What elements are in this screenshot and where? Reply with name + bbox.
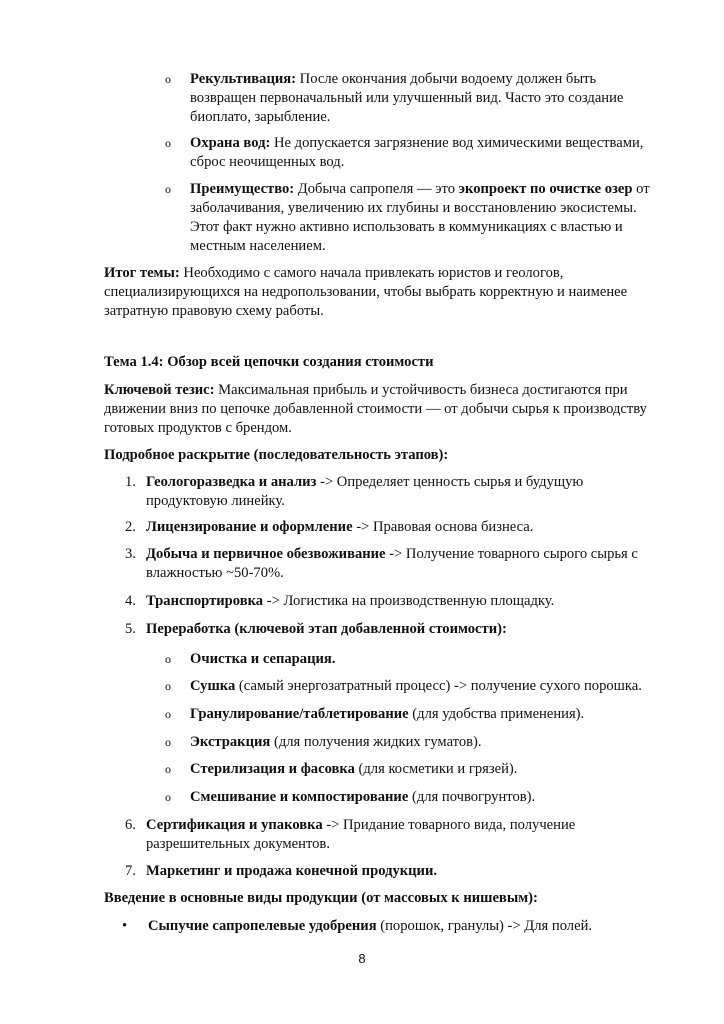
stage-title: Транспортировка [146,593,264,609]
topic-heading-text: Тема 1.4: Обзор всей цепочки создания стоимости [104,354,434,370]
stage-title: Маркетинг и продажа конечной продукции. [146,863,438,879]
stage-number: 7. [125,863,136,879]
thesis-title: Ключевой тезис: [104,382,215,398]
processing-text: (самый энергозатратный процесс) -> получение сухого порошка. [235,678,642,694]
stage-number: 5. [125,621,136,637]
stage-number: 1. [125,474,136,490]
processing-title: Смешивание и компостирование [190,789,409,805]
stage-title: Сертификация и упаковка [146,817,323,833]
bullet-dot-icon: • [122,918,128,934]
stage-number: 2. [125,519,136,535]
stage-title: Переработка (ключевой этап добавленной стоимости): [146,621,507,637]
stage-title: Геологоразведка и анализ [146,474,317,490]
product-text: (порошок, гранулы) -> Для полей. [376,918,593,934]
processing-title: Гранулирование/таблетирование [190,706,409,722]
processing-title: Очистка и сепарация. [190,651,336,667]
stage-item [125,620,656,639]
processing-item [165,705,660,724]
stage-text: -> Придание товарного вида, получение разрешительных документов. [146,817,576,852]
stage-title: Добыча и первичное обезвоживание [146,546,386,562]
stage-number: 4. [125,593,136,609]
summary-title: Итог темы: [104,265,180,281]
stage-text: -> Логистика на производственную площадку. [263,593,555,609]
detail-heading-text: Подробное раскрытие (последовательность этапов): [104,447,449,463]
stage-item [125,592,656,611]
processing-item [165,650,660,669]
item-title: Преимущество: [190,181,295,197]
processing-text: (для удобства применения). [408,706,585,722]
list-item-reclamation [165,70,660,127]
circle-bullet-icon: o [165,790,171,804]
circle-bullet-icon: o [165,72,171,86]
item-text: Не допускается загрязнение вод химическими веществами, сброс неочищенных вод. [190,135,644,170]
list-item-advantage [165,180,660,256]
processing-item [165,733,660,752]
item-emphasis: экопроект по очистке озер [458,181,633,197]
products-heading-text: Введение в основные виды продукции (от массовых к нишевым): [104,890,538,906]
item-text: После окончания добычи водоему должен быть возвращен первоначальный или улучшенный вид. Часто это создание биоплато, зарыбление. [190,71,624,125]
stage-title: Лицензирование и оформление [146,519,353,535]
circle-bullet-icon: o [165,182,171,196]
detail-heading [104,446,664,465]
stage-item [125,473,656,511]
list-item-water-protection [165,134,660,172]
topic-heading [104,353,664,372]
stage-text: -> Определяет ценность сырья и будущую продуктовую линейку. [146,474,584,509]
stage-item [125,816,656,854]
item-text: Добыча сапропеля — это [294,181,459,197]
circle-bullet-icon: o [165,679,171,693]
circle-bullet-icon: o [165,762,171,776]
circle-bullet-icon: o [165,136,171,150]
topic-summary [104,264,664,321]
stage-item [125,862,656,881]
processing-text: (для косметики и грязей). [354,761,518,777]
stage-text: -> Получение товарного сырого сырья с влажностью ~50-70%. [146,546,638,581]
item-text: от заболачивания, увеличению их глубины и восстановлению экосистемы. Этот факт нужно активно использовать в коммуникациях с властью и местным населением. [190,181,650,254]
product-item [122,917,658,936]
processing-item [165,760,660,779]
processing-title: Экстракция [190,734,271,750]
circle-bullet-icon: o [165,707,171,721]
thesis-text: Максимальная прибыль и устойчивость бизнеса достигаются при движении вниз по цепочке добавленной стоимости — от добычи сырья к производству готовых продуктов с брендом. [104,382,647,436]
key-thesis [104,381,664,438]
product-title: Сыпучие сапропелевые удобрения [148,918,377,934]
item-title: Охрана вод: [190,135,271,151]
stage-number: 3. [125,546,136,562]
item-title: Рекультивация: [190,71,297,87]
processing-title: Стерилизация и фасовка [190,761,355,777]
stage-item [125,545,656,583]
processing-text: (для почвогрунтов). [408,789,536,805]
processing-item [165,677,660,696]
products-heading [104,889,664,908]
stage-number: 6. [125,817,136,833]
circle-bullet-icon: o [165,735,171,749]
processing-item [165,788,660,807]
stage-text: -> Правовая основа бизнеса. [352,519,534,535]
stage-item [125,518,656,537]
processing-title: Сушка [190,678,236,694]
processing-text: (для получения жидких гуматов). [270,734,482,750]
page-number: 8 [358,951,366,966]
circle-bullet-icon: o [165,652,171,666]
summary-text: Необходимо с самого начала привлекать юристов и геологов, специализирующихся на недропользовании, чтобы выбрать корректную и наименее затратную правовую схему работы. [104,265,628,319]
